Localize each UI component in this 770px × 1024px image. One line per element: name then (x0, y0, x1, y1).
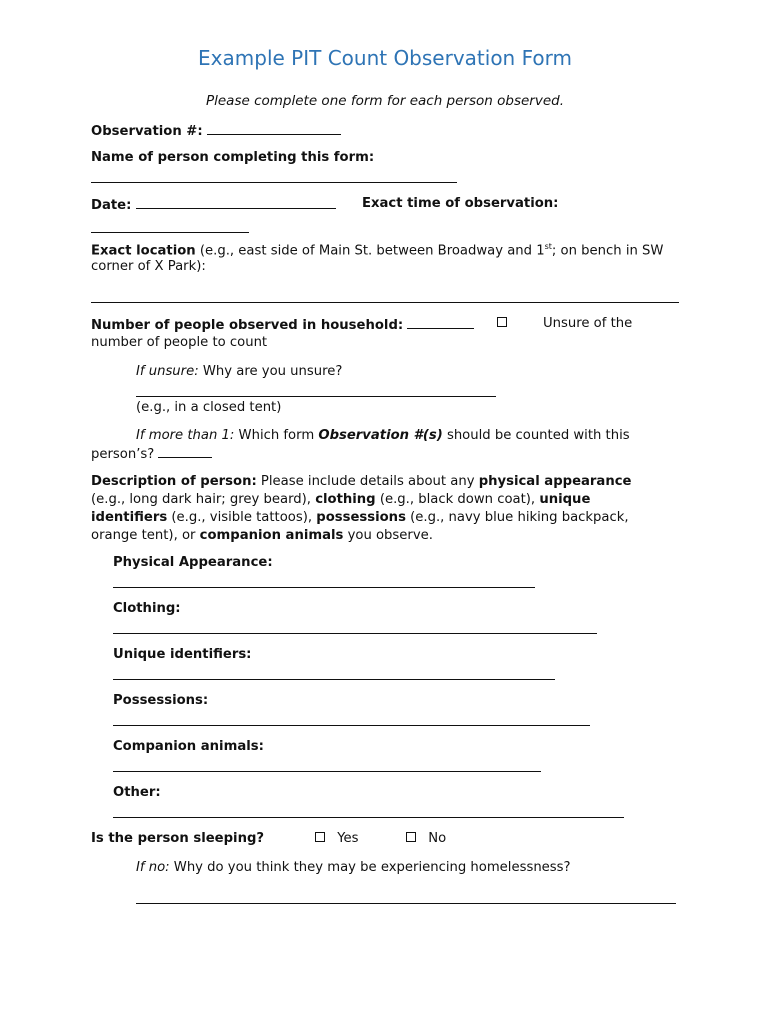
sleeping-yes-checkbox[interactable] (315, 832, 325, 842)
page-title: Example PIT Count Observation Form (198, 46, 572, 70)
completer-field-row (91, 170, 457, 188)
observation-number-field[interactable] (207, 122, 341, 135)
if-unsure-prompt: If unsure: Why are you unsure? (136, 364, 343, 379)
possessions-field[interactable] (113, 713, 590, 726)
sleeping-no-option[interactable] (406, 831, 446, 847)
completer-name-field[interactable] (91, 170, 457, 183)
clothing-row (113, 621, 597, 639)
other-row (113, 805, 624, 823)
other-label: Other: (113, 785, 161, 800)
companion-animals-row (113, 759, 541, 777)
date-row (91, 196, 336, 214)
location-prompt: Exact location (e.g., east side of Main St. between Broadway and 1st; on bench in SW corner of X Park): (91, 242, 664, 275)
physical-appearance-field[interactable] (113, 575, 535, 588)
instructions: Please complete one form for each person observed. (205, 93, 564, 109)
unsure-checkbox[interactable] (497, 317, 507, 327)
date-label: Date: (91, 198, 132, 213)
date-field[interactable] (136, 196, 336, 209)
unsure-label-a: Unsure of the (543, 316, 633, 331)
unique-identifiers-field[interactable] (113, 667, 555, 680)
household-row (91, 316, 474, 334)
clothing-field[interactable] (113, 621, 597, 634)
if-unsure-field[interactable] (136, 384, 496, 397)
possessions-row (113, 713, 590, 731)
sleeping-label: Is the person sleeping? (91, 831, 265, 846)
other-field[interactable] (113, 805, 624, 818)
time-label: Exact time of observation: (362, 196, 559, 211)
companion-animals-label: Companion animals: (113, 739, 264, 754)
completer-label: Name of person completing this form: (91, 150, 375, 165)
location-field-row (91, 290, 679, 308)
companion-animals-field[interactable] (113, 759, 541, 772)
sleeping-yes-option[interactable] (315, 831, 359, 847)
physical-appearance-row (113, 575, 535, 593)
if-more-field[interactable] (158, 445, 212, 458)
sleeping-no-label: No (428, 831, 447, 846)
unsure-label-b: number of people to count (91, 335, 268, 350)
if-no-prompt: If no: Why do you think they may be experiencing homelessness? (136, 860, 571, 875)
description-prompt: Description of person: Please include details about any physical appearance (e.g., long dark hair; grey beard), clothing (e.g., black down coat), unique identifiers (e.g., visible tattoos), possessions (e.g., navy blue hiking backpack, orange tent), or companion animals you observe. (91, 474, 632, 543)
if-more-prompt: If more than 1: Which form Observation #(s) should be counted with this (136, 428, 630, 443)
time-field-row (91, 220, 249, 238)
sleeping-yes-label: Yes (337, 831, 359, 846)
household-label: Number of people observed in household: (91, 318, 404, 333)
unique-identifiers-row (113, 667, 555, 685)
observation-number-label: Observation #: (91, 124, 203, 139)
unsure-option[interactable] (497, 316, 507, 332)
unique-identifiers-label: Unique identifiers: (113, 647, 252, 662)
location-label: Exact location (91, 243, 196, 259)
household-count-field[interactable] (407, 316, 474, 329)
possessions-label: Possessions: (113, 693, 209, 708)
clothing-label: Clothing: (113, 601, 181, 616)
if-more-row-2: person’s? (91, 445, 212, 463)
sleeping-no-checkbox[interactable] (406, 832, 416, 842)
if-unsure-example: (e.g., in a closed tent) (136, 400, 282, 415)
description-label: Description of person: (91, 474, 257, 489)
location-field[interactable] (91, 290, 679, 303)
if-no-field[interactable] (136, 891, 676, 904)
if-no-row (136, 891, 676, 909)
observation-number-row (91, 122, 341, 140)
physical-appearance-label: Physical Appearance: (113, 555, 273, 570)
time-field[interactable] (91, 220, 249, 233)
